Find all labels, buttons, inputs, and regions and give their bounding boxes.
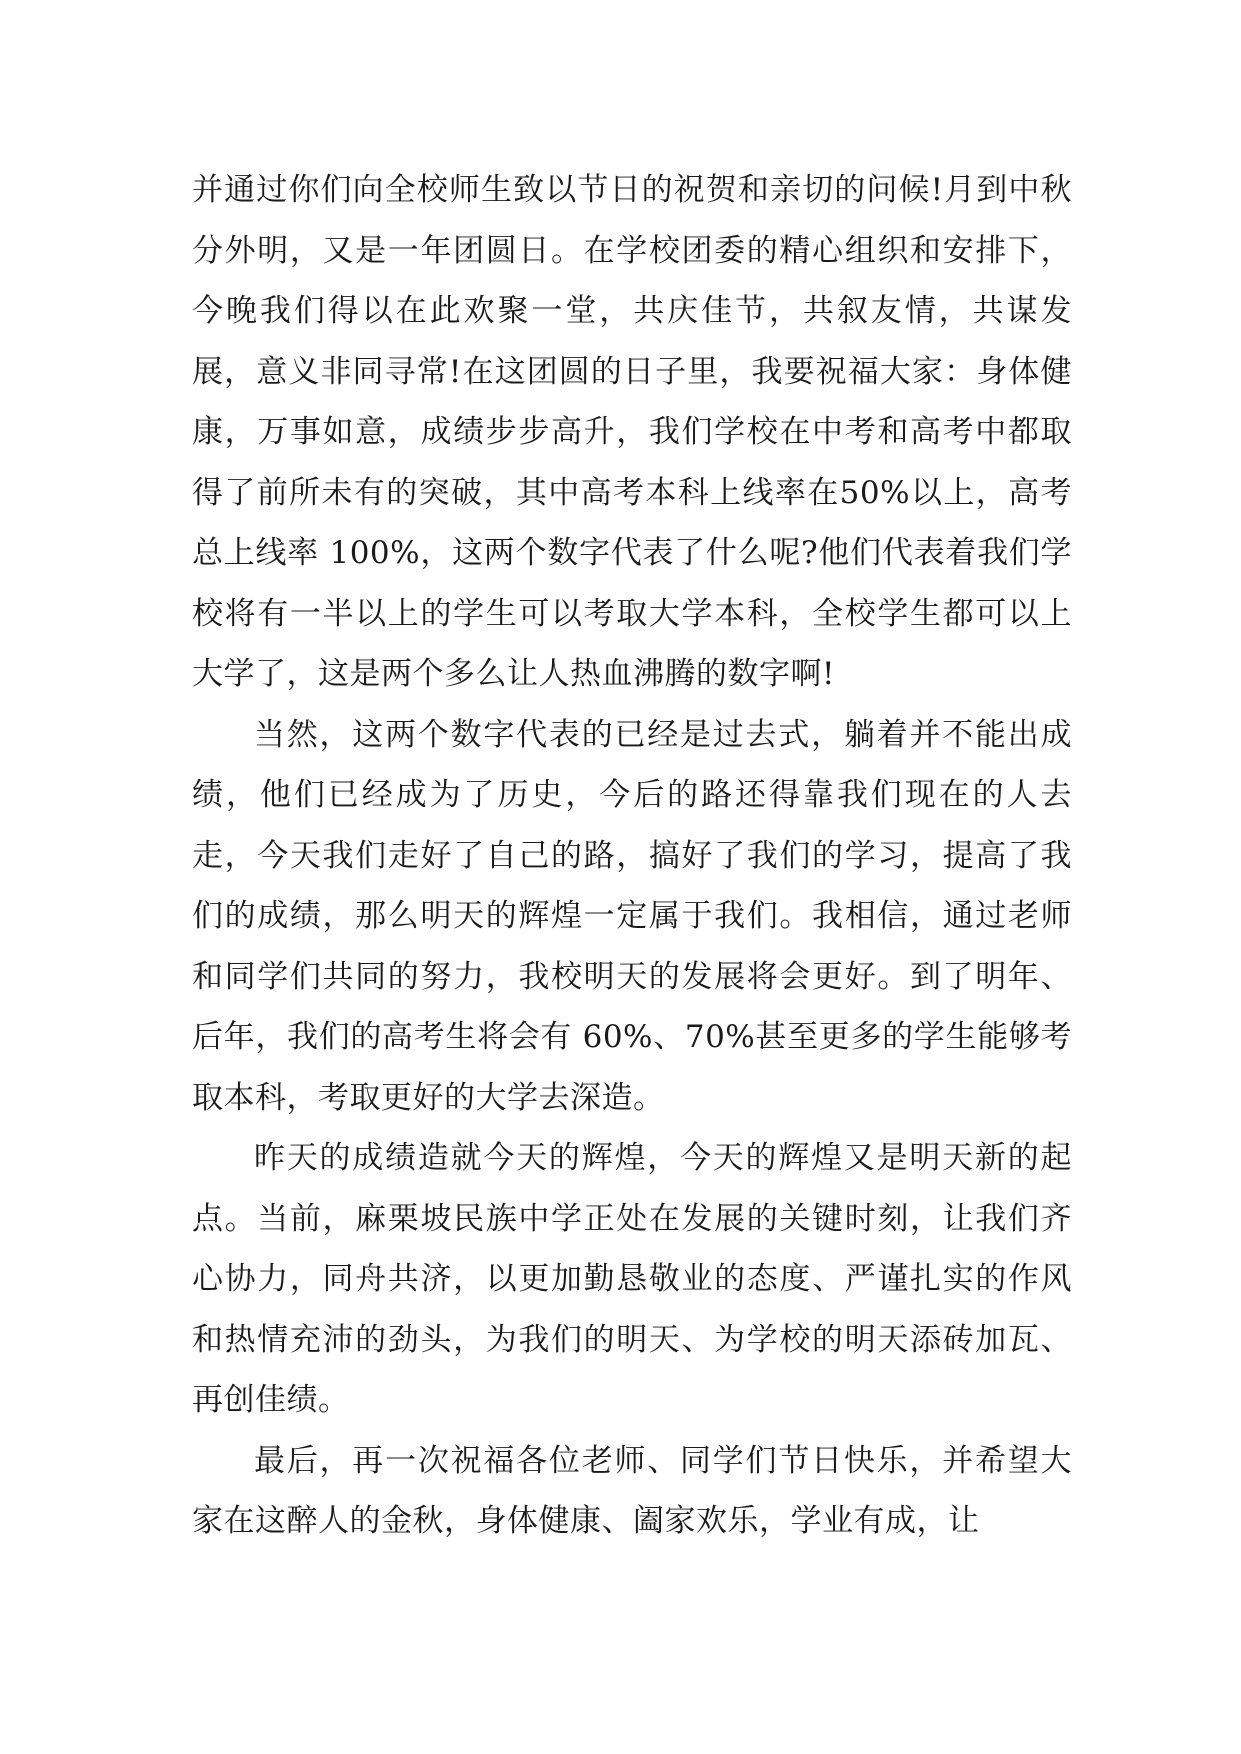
paragraph-1: 并通过你们向全校师生致以节日的祝贺和亲切的问候!月到中秋分外明，又是一年团圆日。在学校团委的精心组织和安排下，今晚我们得以在此欢聚一堂，共庆佳节，共叙友情，共谋发展，意义非同寻常!在这团圆的日子里，我要祝福大家：身体健康，万事如意，成绩步步高升，我们学校在中考和高考中都取得了前所未有的突破，其中高考本科上线率在50%以上，高考总上线率 100%，这两个数字代表了什么呢?他们代表着我们学校将有一半以上的学生可以考取大学本科，全校学生都可以上大学了，这是两个多么让人热血沸腾的数字啊! [192,172,1072,692]
body-text [192,160,1072,1552]
paragraph-4: 最后，再一次祝福各位老师、同学们节日快乐，并希望大家在这醉人的金秋，身体健康、阖家欢乐，学业有成，让 [192,1442,1072,1539]
paragraph-2: 当然，这两个数字代表的已经是过去式，躺着并不能出成绩，他们已经成为了历史，今后的路还得靠我们现在的人去走，今天我们走好了自己的路，搞好了我们的学习，提高了我们的成绩，那么明天的辉煌一定属于我们。我相信，通过老师和同学们共同的努力，我校明天的发展将会更好。到了明年、后年，我们的高考生将会有 60%、70%甚至更多的学生能够考取本科，考取更好的大学去深造。 [192,716,1072,1116]
paragraph-3: 昨天的成绩造就今天的辉煌，今天的辉煌又是明天新的起点。当前，麻栗坡民族中学正处在发展的关键时刻，让我们齐心协力，同舟共济，以更加勤恳敬业的态度、严谨扎实的作风和热情充沛的劲头，为我们的明天、为学校的明天添砖加瓦、再创佳绩。 [192,1140,1072,1418]
